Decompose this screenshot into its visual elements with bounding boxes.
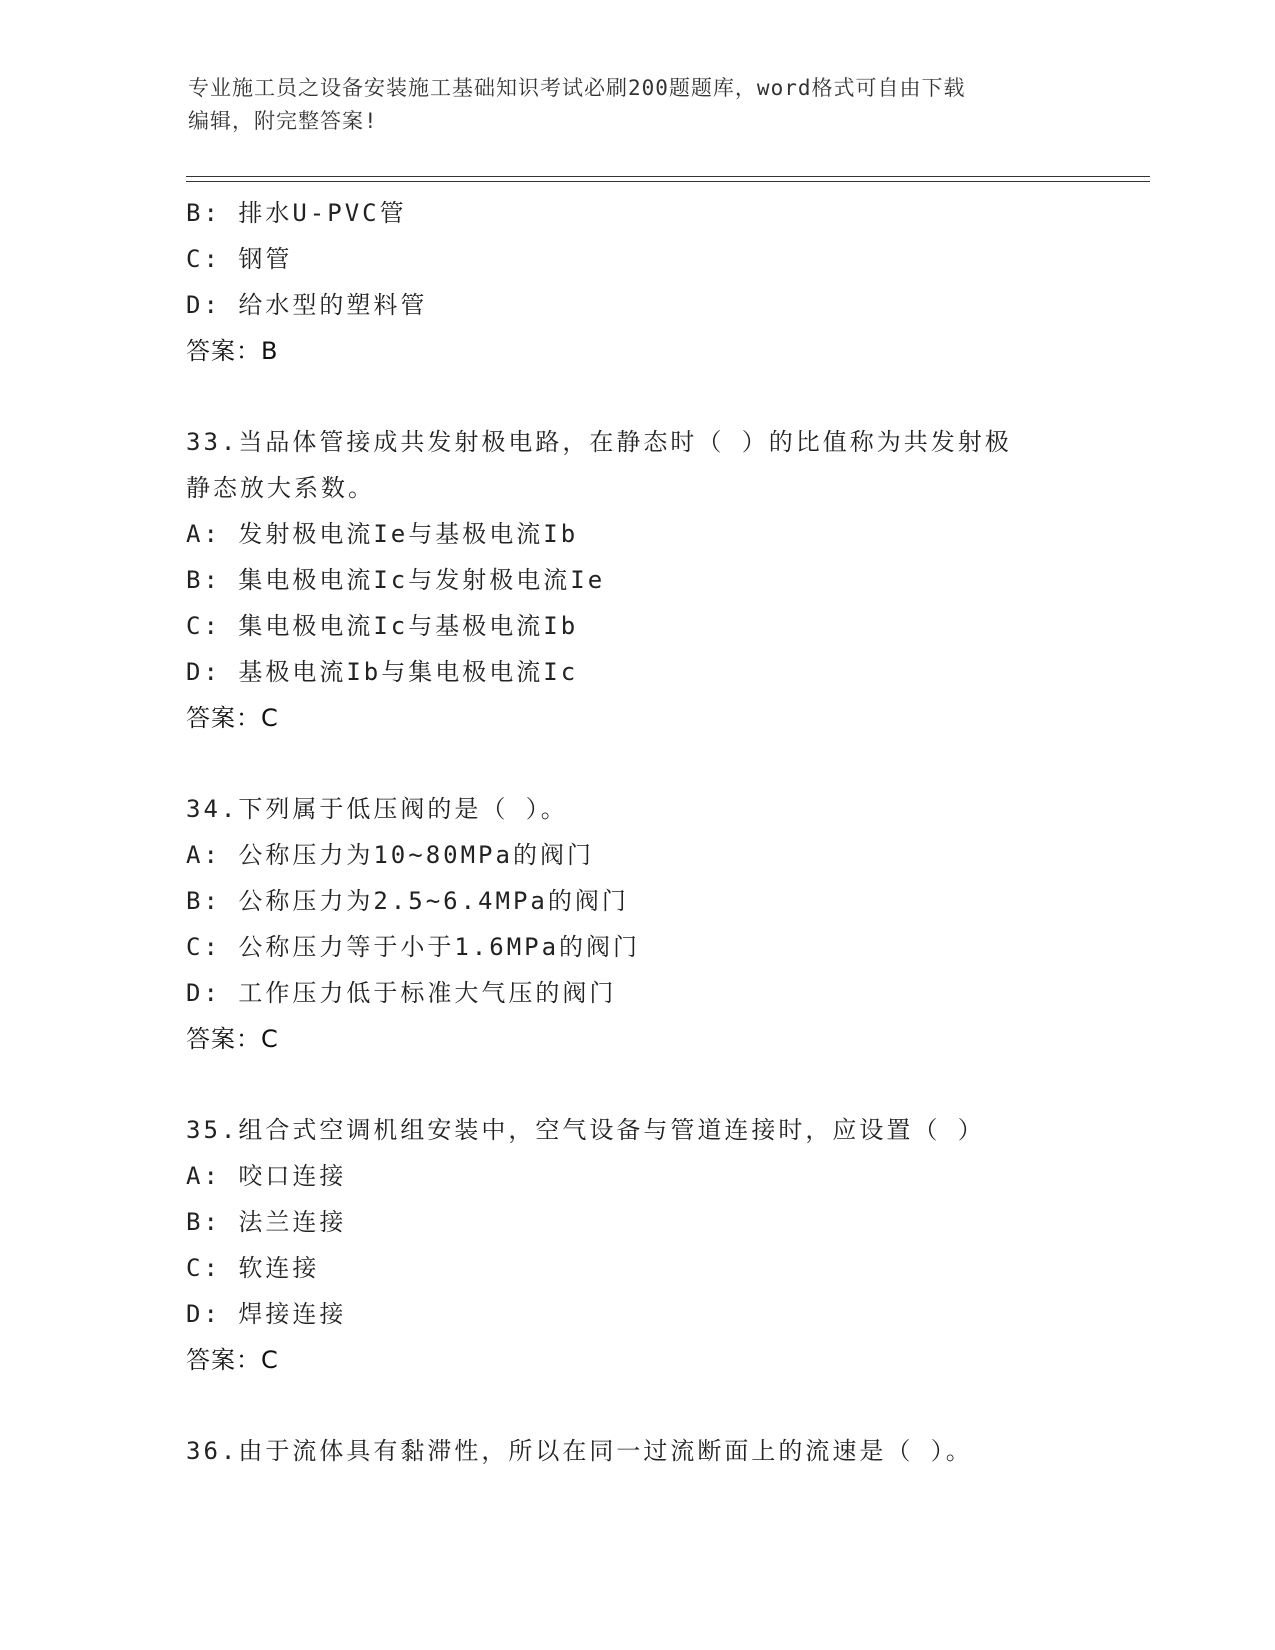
option-a: A: 发射极电流Ie与基极电流Ib [186, 520, 579, 548]
option-b: B: 法兰连接 [186, 1208, 347, 1236]
option-a: A: 公称压力为10~80MPa的阀门 [186, 841, 594, 869]
answer-line: 答案：C [186, 704, 279, 732]
option-c: C: 公称压力等于小于1.6MPa的阀门 [186, 933, 641, 961]
option-d: D: 基极电流Ib与集电极电流Ic [186, 658, 579, 686]
option-b: B: 排水U-PVC管 [186, 199, 407, 227]
header-double-rule [186, 176, 1150, 182]
option-c: C: 集电极电流Ic与基极电流Ib [186, 612, 579, 640]
option-d: D: 工作压力低于标准大气压的阀门 [186, 979, 617, 1007]
answer-line: 答案：B [186, 337, 279, 365]
header-line-1: 专业施工员之设备安装施工基础知识考试必刷200题题库，word格式可自由下载 [188, 76, 966, 100]
option-c: C: 软连接 [186, 1254, 320, 1282]
question-block-34 [186, 786, 1146, 1062]
question-text: 33.当品体管接成共发射极电路，在静态时（ ）的比值称为共发射极 [186, 428, 1012, 456]
question-block-35 [186, 1107, 1146, 1383]
question-list [186, 190, 1146, 1474]
question-block-36 [186, 1428, 1146, 1474]
option-d: D: 焊接连接 [186, 1300, 347, 1328]
question-text: 36.由于流体具有黏滞性，所以在同一过流断面上的流速是（ ）。 [186, 1437, 973, 1465]
header-line-2: 编辑，附完整答案! [188, 109, 378, 133]
question-text-cont: 静态放大系数。 [186, 474, 375, 502]
option-b: B: 公称压力为2.5~6.4MPa的阀门 [186, 887, 629, 915]
option-a: A: 咬口连接 [186, 1162, 347, 1190]
option-c: C: 钢管 [186, 245, 293, 273]
option-d: D: 给水型的塑料管 [186, 291, 428, 319]
question-text: 34.下列属于低压阀的是（ ）。 [186, 795, 568, 823]
page-header [188, 72, 1088, 138]
option-b: B: 集电极电流Ic与发射极电流Ie [186, 566, 606, 594]
question-block-33 [186, 419, 1146, 741]
question-block-32 [186, 190, 1146, 374]
answer-line: 答案：C [186, 1346, 279, 1374]
answer-line: 答案：C [186, 1025, 279, 1053]
question-text: 35.组合式空调机组安装中，空气设备与管道连接时，应设置（ ） [186, 1116, 985, 1144]
